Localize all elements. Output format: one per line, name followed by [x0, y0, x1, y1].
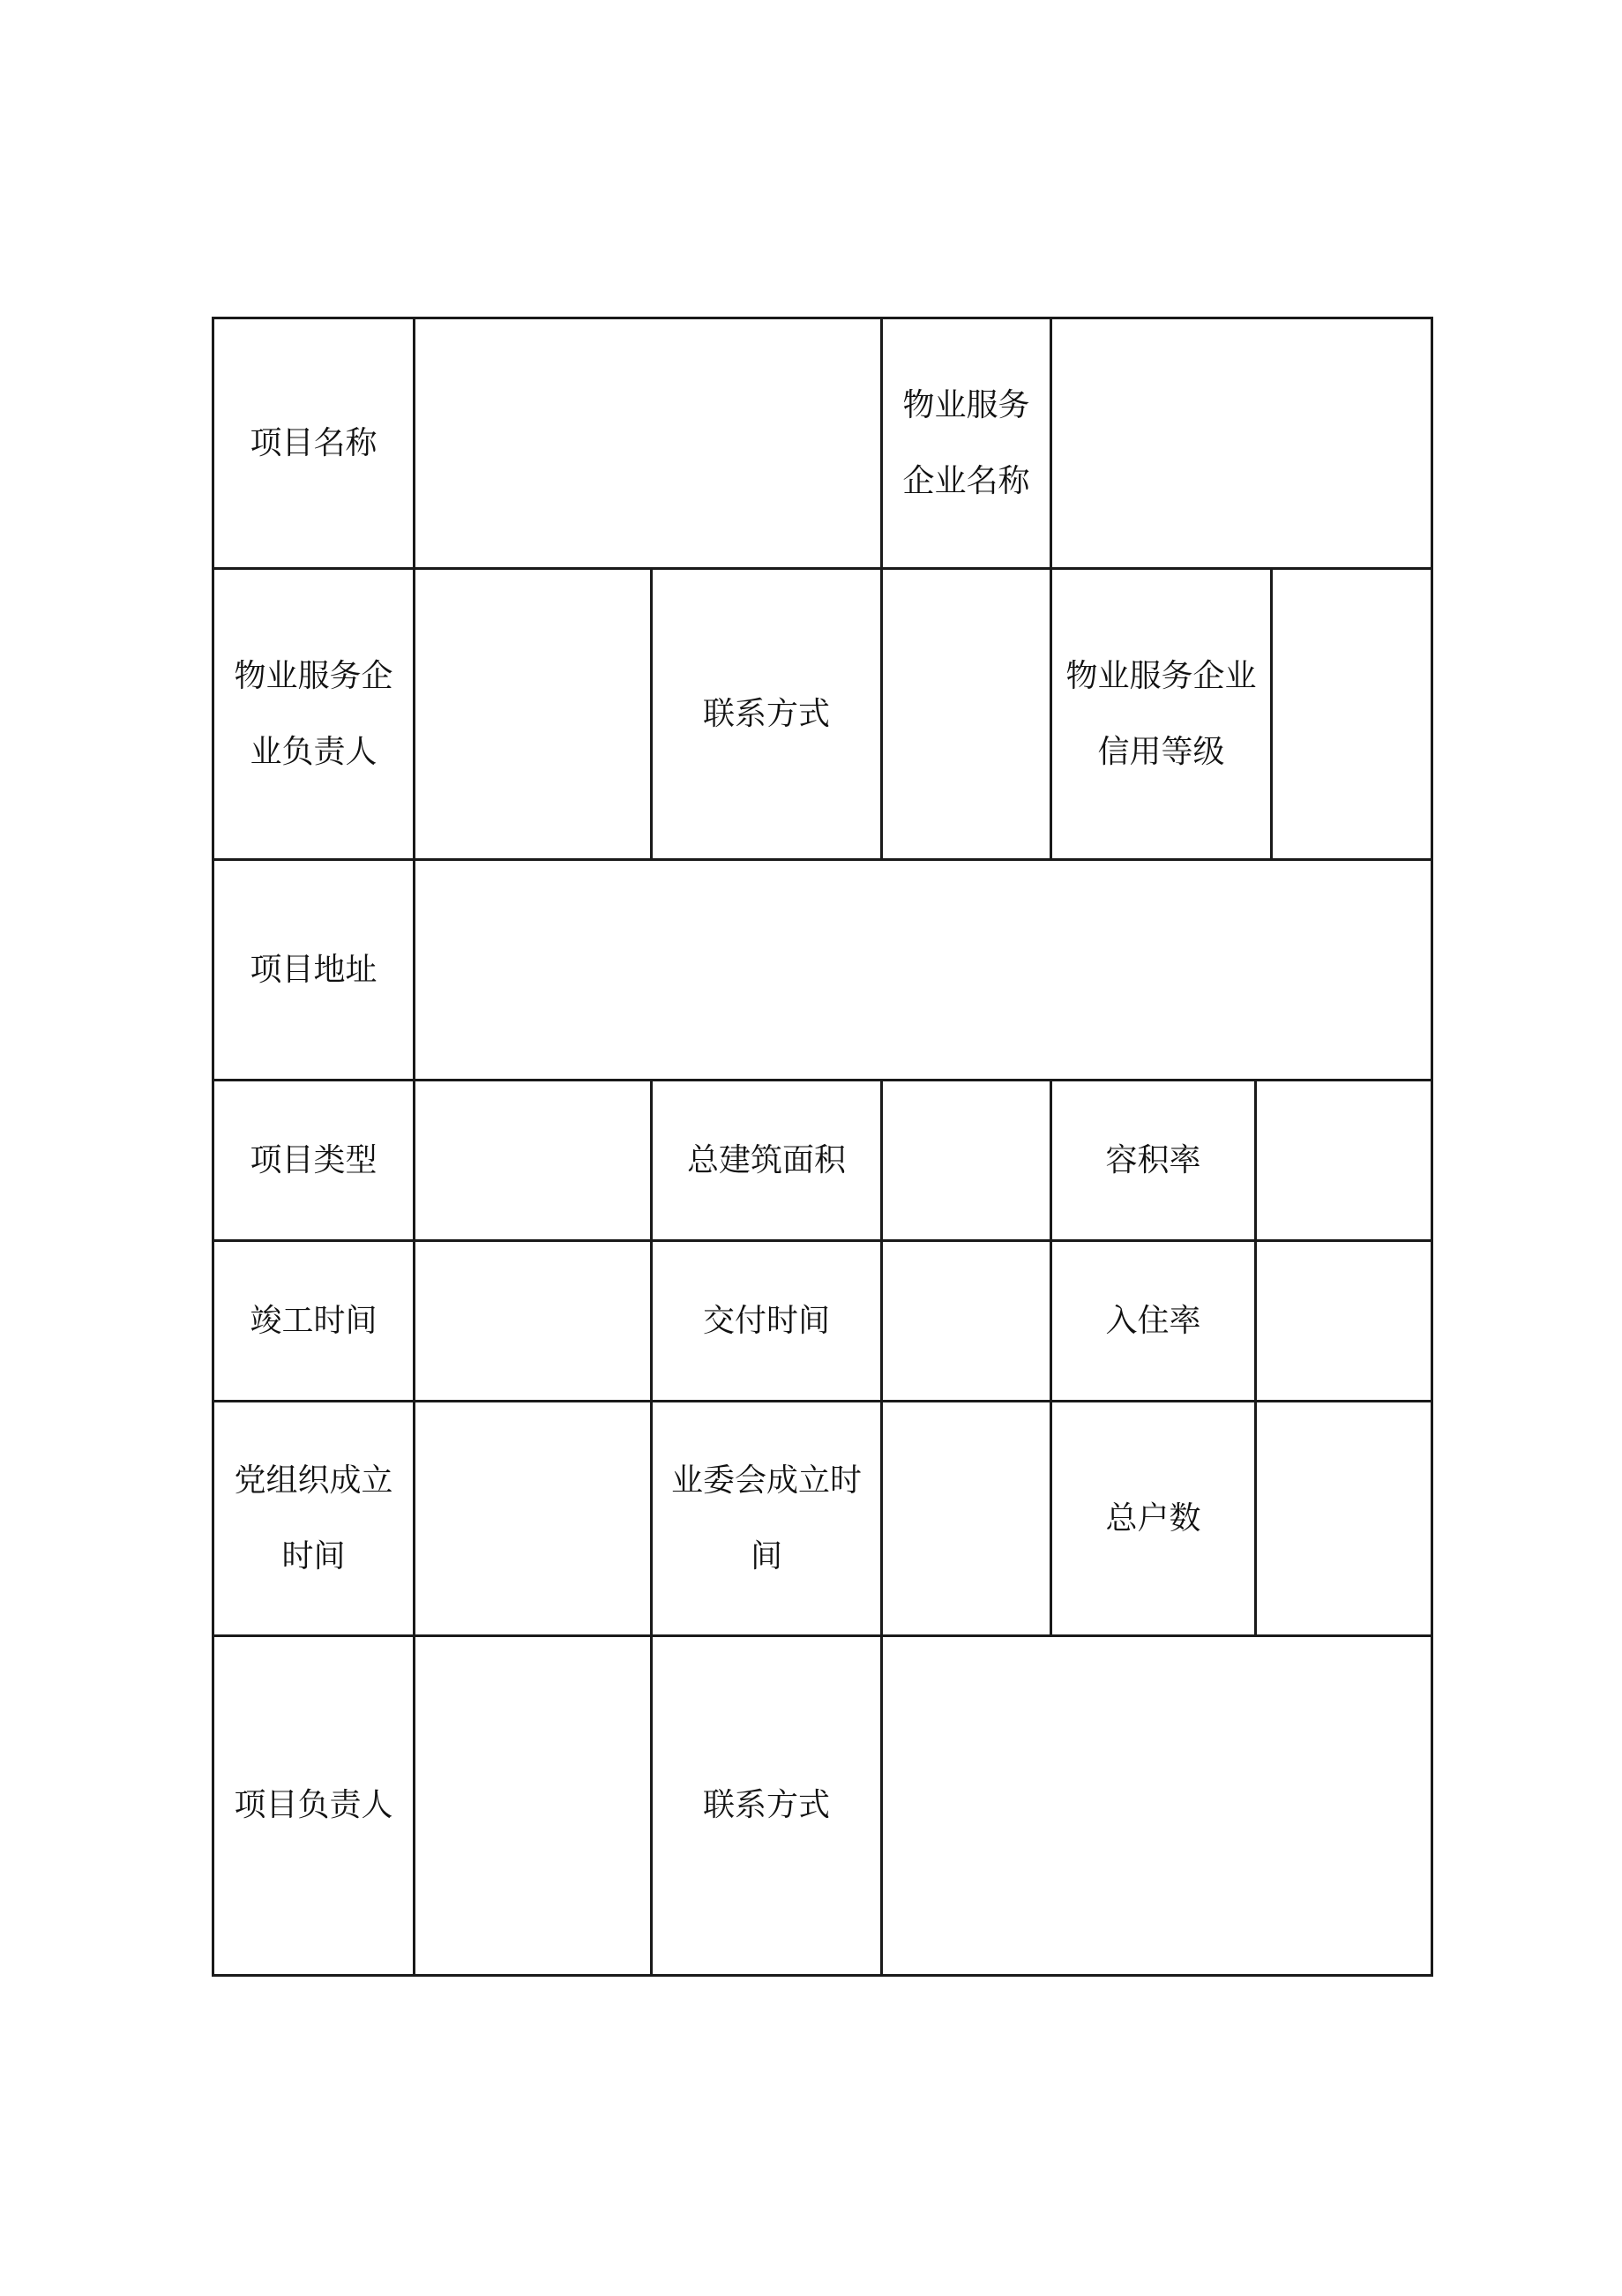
table-border-right — [1431, 317, 1433, 1977]
occupancy-rate-label: 入住率 — [1105, 1302, 1201, 1339]
completion-time-field[interactable] — [415, 1242, 650, 1400]
total-households-label: 总户数 — [1105, 1500, 1201, 1537]
project-info-form-table — [212, 317, 1433, 1977]
total-area-field[interactable] — [883, 1081, 1050, 1239]
project-type-field[interactable] — [415, 1081, 650, 1239]
table-border-bottom — [212, 1974, 1433, 1977]
company-head-field[interactable] — [415, 570, 650, 858]
delivery-time-label: 交付时间 — [702, 1302, 830, 1339]
project-contact-label: 联系方式 — [702, 1787, 830, 1823]
completion-time-label: 竣工时间 — [250, 1302, 377, 1339]
plot-ratio-label: 容积率 — [1105, 1141, 1201, 1178]
total-area-label: 总建筑面积 — [686, 1141, 846, 1178]
project-name-field[interactable] — [415, 319, 880, 567]
company-contact-field[interactable] — [883, 570, 1050, 858]
committee-time-field[interactable] — [883, 1402, 1050, 1634]
committee-time-label: 业委会成立时 间 — [670, 1462, 862, 1574]
credit-rating-label: 物业服务企业 信用等级 — [1065, 657, 1257, 770]
project-head-label: 项目负责人 — [234, 1787, 393, 1823]
company-contact-label: 联系方式 — [702, 695, 830, 732]
party-org-time-field[interactable] — [415, 1402, 650, 1634]
party-org-time-label: 党组织成立 时间 — [234, 1462, 393, 1574]
plot-ratio-field[interactable] — [1257, 1081, 1431, 1239]
company-name-label: 物业服务 企业名称 — [902, 386, 1030, 499]
delivery-time-field[interactable] — [883, 1242, 1050, 1400]
project-type-label: 项目类型 — [250, 1141, 377, 1178]
company-name-field[interactable] — [1052, 319, 1431, 567]
address-field[interactable] — [415, 861, 1431, 1079]
total-households-field[interactable] — [1257, 1402, 1431, 1634]
project-contact-field[interactable] — [883, 1637, 1431, 1974]
project-head-field[interactable] — [415, 1637, 650, 1974]
company-head-label: 物业服务企 业负责人 — [234, 657, 393, 770]
credit-rating-field[interactable] — [1273, 570, 1431, 858]
project-name-label: 项目名称 — [250, 424, 377, 461]
address-label: 项目地址 — [250, 951, 377, 988]
occupancy-rate-field[interactable] — [1257, 1242, 1431, 1400]
